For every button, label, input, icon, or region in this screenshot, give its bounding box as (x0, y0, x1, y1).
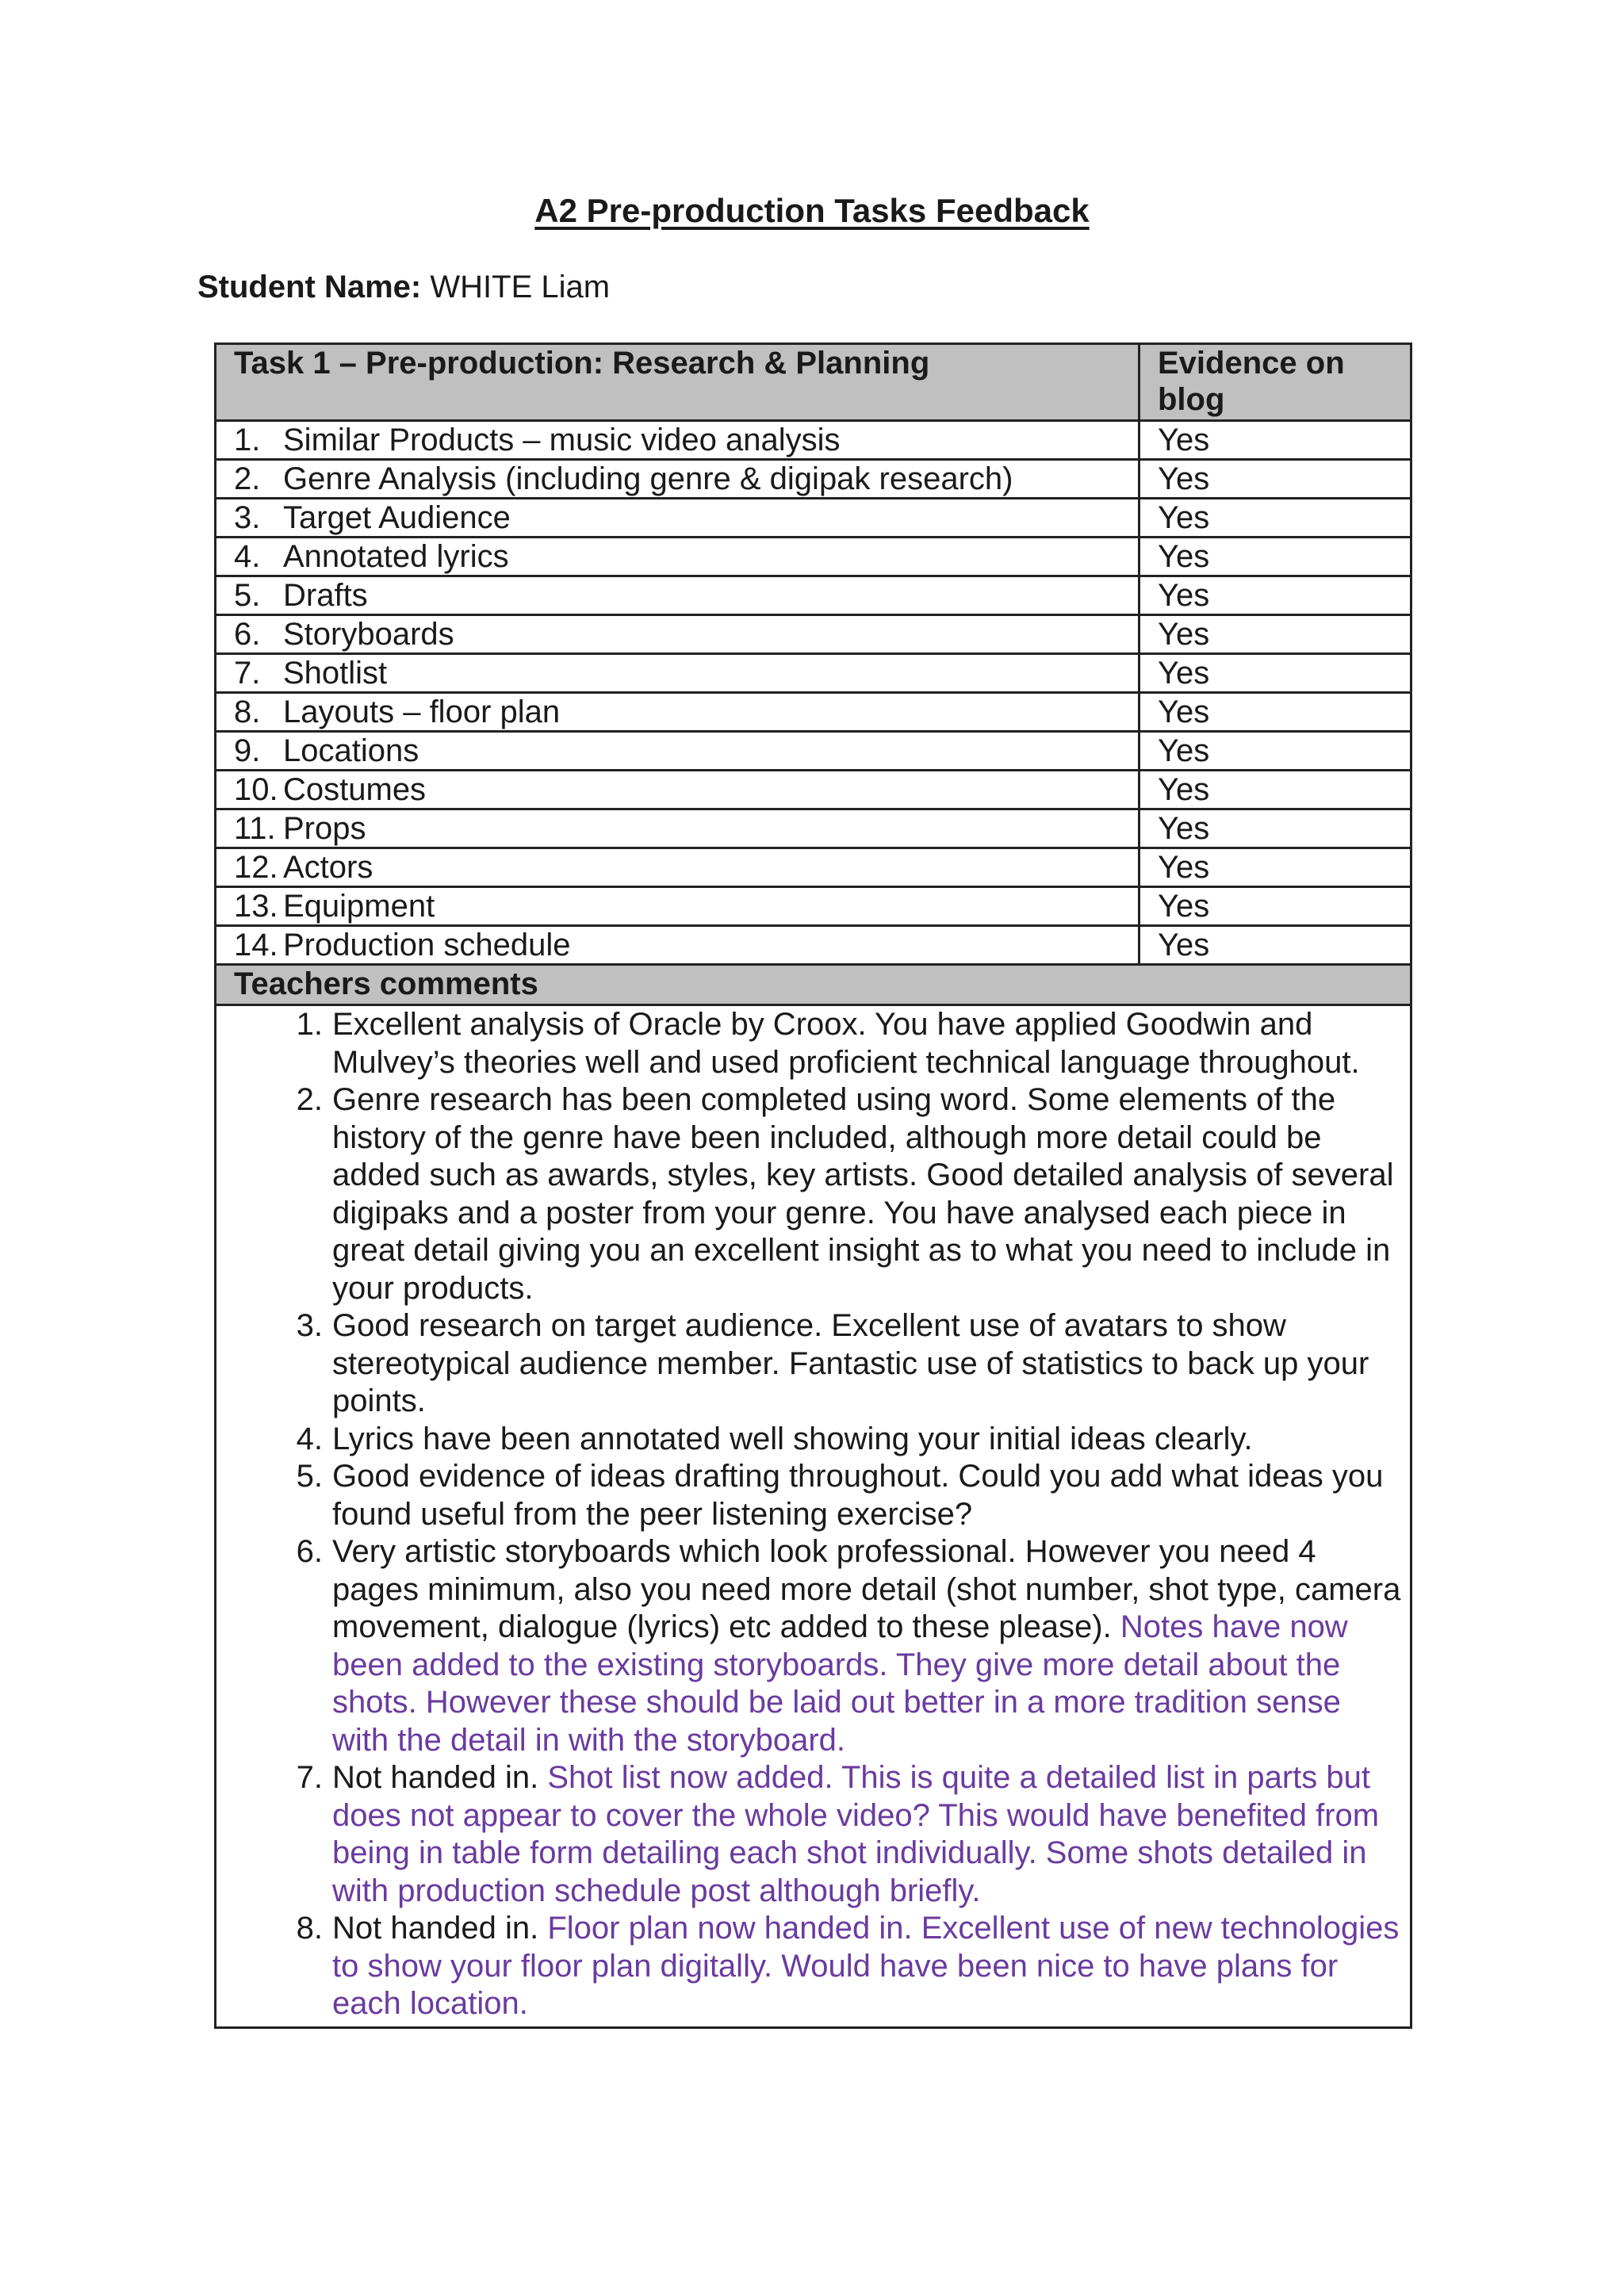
comment-text: Not handed in. (332, 1760, 539, 1795)
list-item (296, 1307, 1404, 1421)
comment-text: Not handed in. (332, 1911, 539, 1946)
task-label: Drafts (283, 578, 368, 613)
list-item (296, 1081, 1404, 1307)
evidence-cell: Yes (1139, 848, 1411, 887)
task-label: Production schedule (283, 928, 571, 962)
comment-followup: Shot list now added. This is quite a detailed list in parts but does not appear to cover the whole video? This would have benefited from being in table form detailing each shot individually. Some shots detailed in with production schedule post although briefly. (332, 1760, 1380, 1908)
evidence-cell: Yes (1139, 538, 1411, 576)
student-name-value: WHITE Liam (430, 270, 611, 304)
task-cell (216, 887, 1139, 926)
task-cell (216, 732, 1139, 771)
header-evidence: Evidence on blog (1139, 344, 1411, 421)
comment-followup: Notes have now been added to the existing storyboards. They give more detail about the shots. However these should be laid out better in a more tradition sense with the detail in with the storyboard. (332, 1609, 1348, 1758)
task-cell (216, 809, 1139, 848)
comment-number: 6. (296, 1534, 323, 1569)
comment-number: 4. (296, 1421, 323, 1456)
task-label: Shotlist (283, 656, 388, 691)
comments-header: Teachers comments (216, 965, 1411, 1005)
evidence-cell: Yes (1139, 421, 1411, 460)
evidence-cell: Yes (1139, 732, 1411, 771)
list-item (296, 1421, 1404, 1459)
table-row (216, 926, 1411, 965)
table-row (216, 732, 1411, 771)
task-number: 3. (234, 500, 261, 535)
task-label: Equipment (283, 889, 435, 924)
comments-row (216, 1005, 1411, 2028)
task-label: Layouts – floor plan (283, 695, 561, 729)
task-number: 8. (234, 695, 261, 729)
comment-number: 3. (296, 1308, 323, 1343)
comment-text: Genre research has been completed using word. Some elements of the history of the genre have been included, although more detail could be added such as awards, styles, key artists. Good detailed analysis of several digipaks and a poster from your genre. You have analysed each piece in great detail giving you an excellent insight as to what you need to include in your products. (332, 1082, 1394, 1306)
comment-text: Very artistic storyboards which look professional. However you need 4 pages minimum, also you need more detail (shot number, shot type, camera movement, dialogue (lyrics) etc added to these please). (332, 1534, 1401, 1644)
task-cell (216, 693, 1139, 732)
list-item (296, 1458, 1404, 1533)
comments-cell (216, 1005, 1411, 2028)
list-item (296, 1533, 1404, 1759)
task-rows (216, 421, 1411, 965)
task-number: 5. (234, 578, 261, 613)
table-row (216, 576, 1411, 615)
comments-list (216, 1006, 1404, 2023)
task-number: 7. (234, 656, 261, 691)
task-number: 11. (234, 811, 276, 846)
task-cell (216, 421, 1139, 460)
comment-followup: Floor plan now handed in. Excellent use of new technologies to show your floor plan digitally. Would have been nice to have plans for each location. (332, 1911, 1400, 2021)
task-cell (216, 615, 1139, 654)
task-label: Annotated lyrics (283, 539, 509, 574)
task-number: 4. (234, 539, 261, 574)
task-label: Similar Products – music video analysis (283, 423, 841, 457)
task-label: Locations (283, 733, 419, 768)
student-name-label: Student Name: (197, 270, 422, 304)
evidence-cell: Yes (1139, 693, 1411, 732)
comment-number: 5. (296, 1459, 323, 1494)
task-label: Costumes (283, 772, 427, 807)
task-cell (216, 654, 1139, 693)
comment-number: 7. (296, 1760, 323, 1795)
task-cell (216, 460, 1139, 499)
task-label: Actors (283, 850, 373, 885)
document-title: A2 Pre-production Tasks Feedback (534, 192, 1090, 229)
evidence-cell: Yes (1139, 615, 1411, 654)
evidence-cell: Yes (1139, 460, 1411, 499)
task-label: Target Audience (283, 500, 511, 535)
table-row (216, 421, 1411, 460)
table-row (216, 887, 1411, 926)
evidence-cell: Yes (1139, 809, 1411, 848)
task-cell (216, 538, 1139, 576)
task-cell (216, 576, 1139, 615)
table-row (216, 693, 1411, 732)
task-number: 2. (234, 461, 261, 496)
evidence-cell: Yes (1139, 771, 1411, 809)
evidence-cell: Yes (1139, 926, 1411, 965)
task-label: Props (283, 811, 366, 846)
table-row (216, 538, 1411, 576)
task-number: 14. (234, 928, 278, 962)
table-row (216, 615, 1411, 654)
table-row (216, 809, 1411, 848)
comment-number: 8. (296, 1911, 323, 1946)
comment-number: 2. (296, 1082, 323, 1117)
table-row (216, 848, 1411, 887)
task-cell (216, 499, 1139, 538)
task-table (214, 342, 1412, 2029)
student-name-line (197, 270, 610, 305)
list-item (296, 1759, 1404, 1910)
evidence-cell: Yes (1139, 654, 1411, 693)
list-item (296, 1910, 1404, 2023)
task-number: 10. (234, 772, 278, 807)
task-label: Storyboards (283, 617, 454, 652)
list-item (296, 1006, 1404, 1081)
table-row (216, 654, 1411, 693)
table-row (216, 771, 1411, 809)
table-row (216, 499, 1411, 538)
task-number: 9. (234, 733, 261, 768)
task-cell (216, 848, 1139, 887)
comments-header-row (216, 965, 1411, 1005)
evidence-cell: Yes (1139, 499, 1411, 538)
task-number: 13. (234, 889, 278, 924)
comment-text: Excellent analysis of Oracle by Croox. You have applied Goodwin and Mulvey’s theories well and used proficient technical language throughout. (332, 1007, 1360, 1080)
task-cell (216, 926, 1139, 965)
comment-text: Lyrics have been annotated well showing your initial ideas clearly. (332, 1421, 1253, 1456)
table-header-row (216, 344, 1411, 421)
task-number: 6. (234, 617, 261, 652)
comment-number: 1. (296, 1007, 323, 1042)
evidence-cell: Yes (1139, 887, 1411, 926)
task-label: Genre Analysis (including genre & digipak research) (283, 461, 1013, 496)
comment-text: Good evidence of ideas drafting throughout. Could you add what ideas you found useful from the peer listening exercise? (332, 1459, 1384, 1532)
comment-text: Good research on target audience. Excellent use of avatars to show stereotypical audience member. Fantastic use of statistics to back up your points. (332, 1308, 1369, 1418)
task-cell (216, 771, 1139, 809)
task-number: 12. (234, 850, 278, 885)
header-task: Task 1 – Pre-production: Research & Planning (216, 344, 1139, 421)
table-row (216, 460, 1411, 499)
task-number: 1. (234, 423, 261, 457)
evidence-cell: Yes (1139, 576, 1411, 615)
